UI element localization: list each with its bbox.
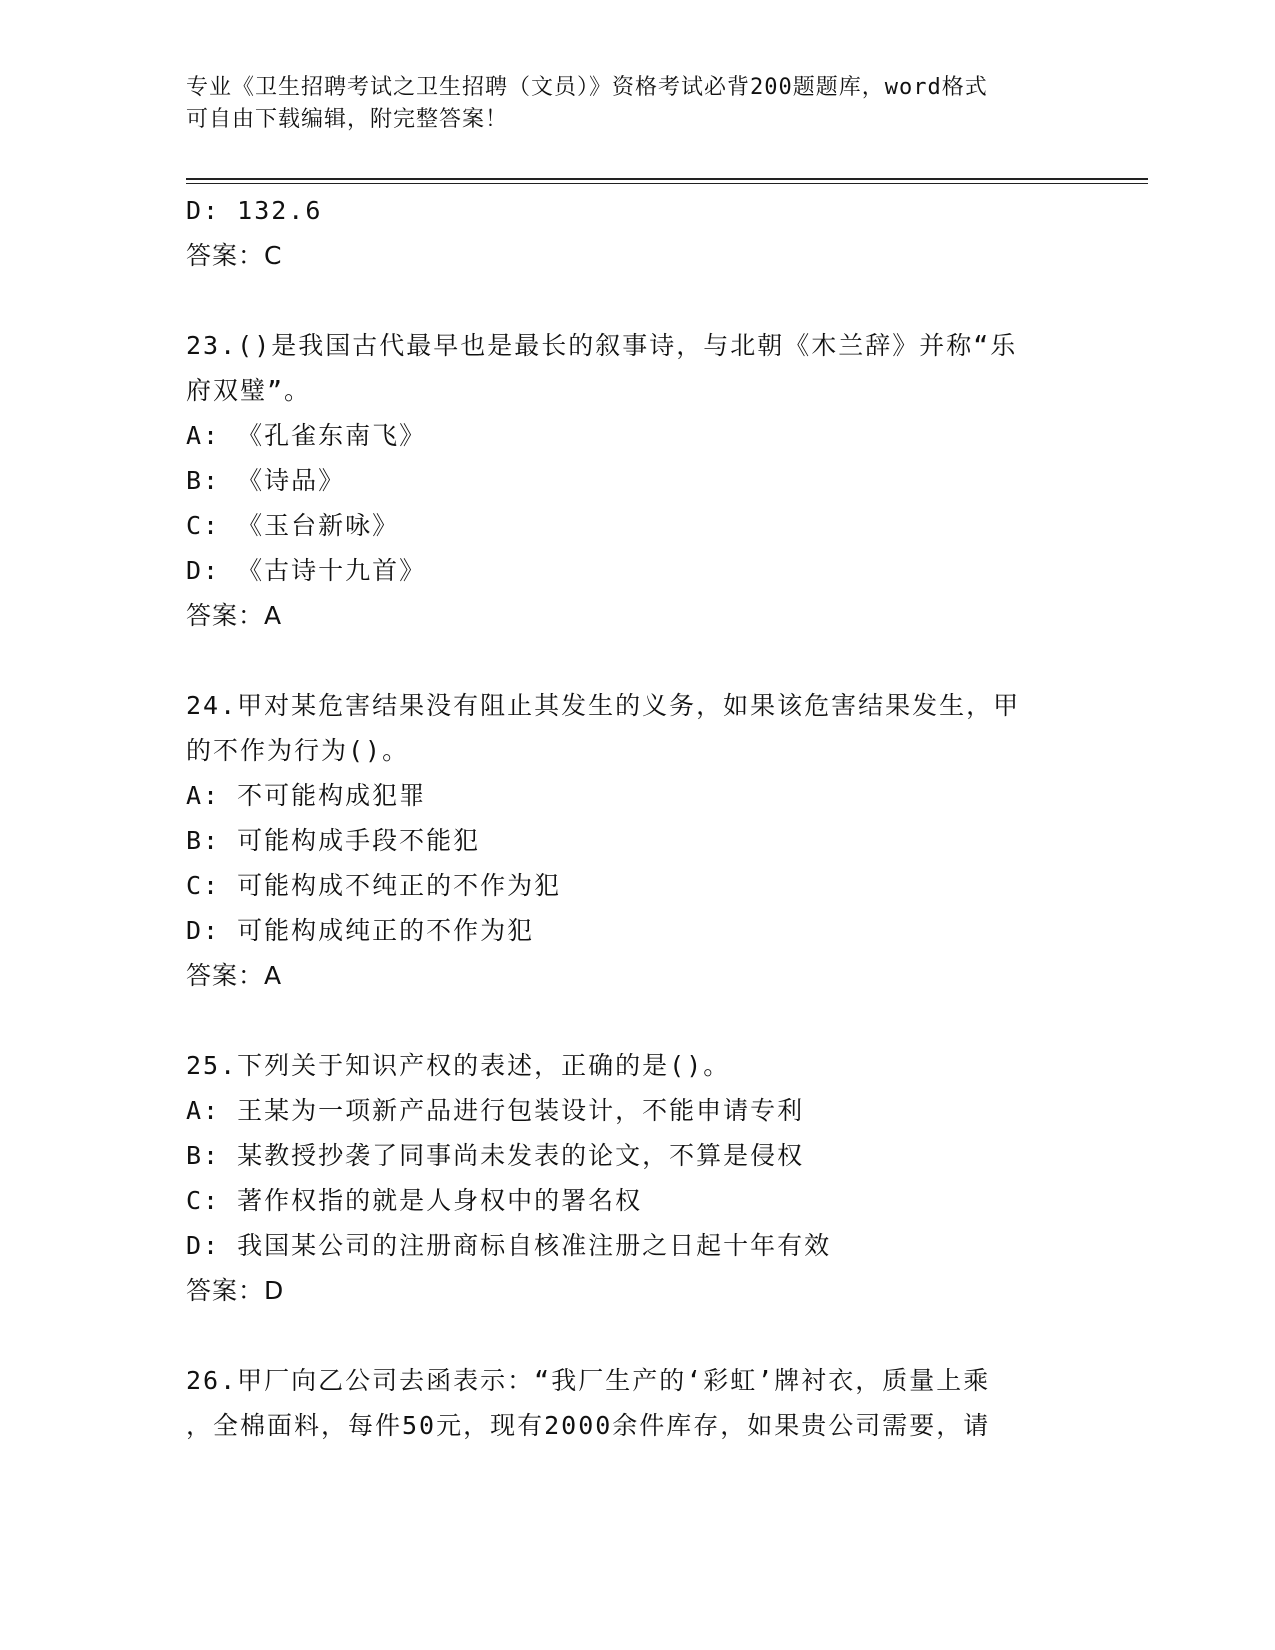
question-text-line-1: 24.甲对某危害结果没有阻止其发生的义务，如果该危害结果发生，甲: [186, 691, 1021, 720]
page-header: [186, 72, 1066, 136]
question-23: [186, 323, 1086, 638]
option-d: D: 132.6: [186, 196, 323, 225]
header-rule-thick: [186, 178, 1148, 180]
question-26: [186, 1358, 1086, 1448]
spacer: [186, 638, 1086, 683]
question-24: [186, 683, 1086, 998]
option-d: D: 《古诗十九首》: [186, 556, 427, 585]
answer-line: 答案：C: [186, 241, 283, 270]
option-b: B: 可能构成手段不能犯: [186, 826, 481, 855]
question-prev: [186, 188, 1086, 278]
question-25: [186, 1043, 1086, 1313]
option-c: C: 著作权指的就是人身权中的署名权: [186, 1186, 643, 1215]
answer-line: 答案：A: [186, 601, 283, 630]
document-body: [186, 188, 1086, 1448]
question-text-line-2: 府双璧”。: [186, 376, 312, 405]
option-a: A: 《孔雀东南飞》: [186, 421, 427, 450]
option-c: C: 可能构成不纯正的不作为犯: [186, 871, 562, 900]
spacer: [186, 998, 1086, 1043]
question-text-line-2: 的不作为行为()。: [186, 736, 410, 765]
question-text-line-1: 23.()是我国古代最早也是最长的叙事诗，与北朝《木兰辞》并称“乐: [186, 331, 1018, 360]
option-b: B: 某教授抄袭了同事尚未发表的论文，不算是侵权: [186, 1141, 805, 1170]
question-text-line-1: 26.甲厂向乙公司去函表示：“我厂生产的‘彩虹’牌衬衣，质量上乘: [186, 1366, 991, 1395]
answer-line: 答案：A: [186, 961, 283, 990]
option-a: A: 不可能构成犯罪: [186, 781, 427, 810]
spacer: [186, 1313, 1086, 1358]
option-d: D: 可能构成纯正的不作为犯: [186, 916, 535, 945]
header-line-1: 专业《卫生招聘考试之卫生招聘（文员）》资格考试必背200题题库，word格式: [186, 75, 988, 100]
option-b: B: 《诗品》: [186, 466, 346, 495]
question-text-line-2: ，全棉面料，每件50元，现有2000余件库存，如果贵公司需要，请: [186, 1411, 991, 1440]
question-text-line-1: 25.下列关于知识产权的表述，正确的是()。: [186, 1051, 731, 1080]
option-a: A: 王某为一项新产品进行包装设计，不能申请专利: [186, 1096, 805, 1125]
header-line-2: 可自由下载编辑，附完整答案！: [186, 107, 509, 132]
header-rule-thin: [186, 183, 1148, 184]
spacer: [186, 278, 1086, 323]
option-d: D: 我国某公司的注册商标自核准注册之日起十年有效: [186, 1231, 832, 1260]
option-c: C: 《玉台新咏》: [186, 511, 400, 540]
answer-line: 答案：D: [186, 1276, 285, 1305]
